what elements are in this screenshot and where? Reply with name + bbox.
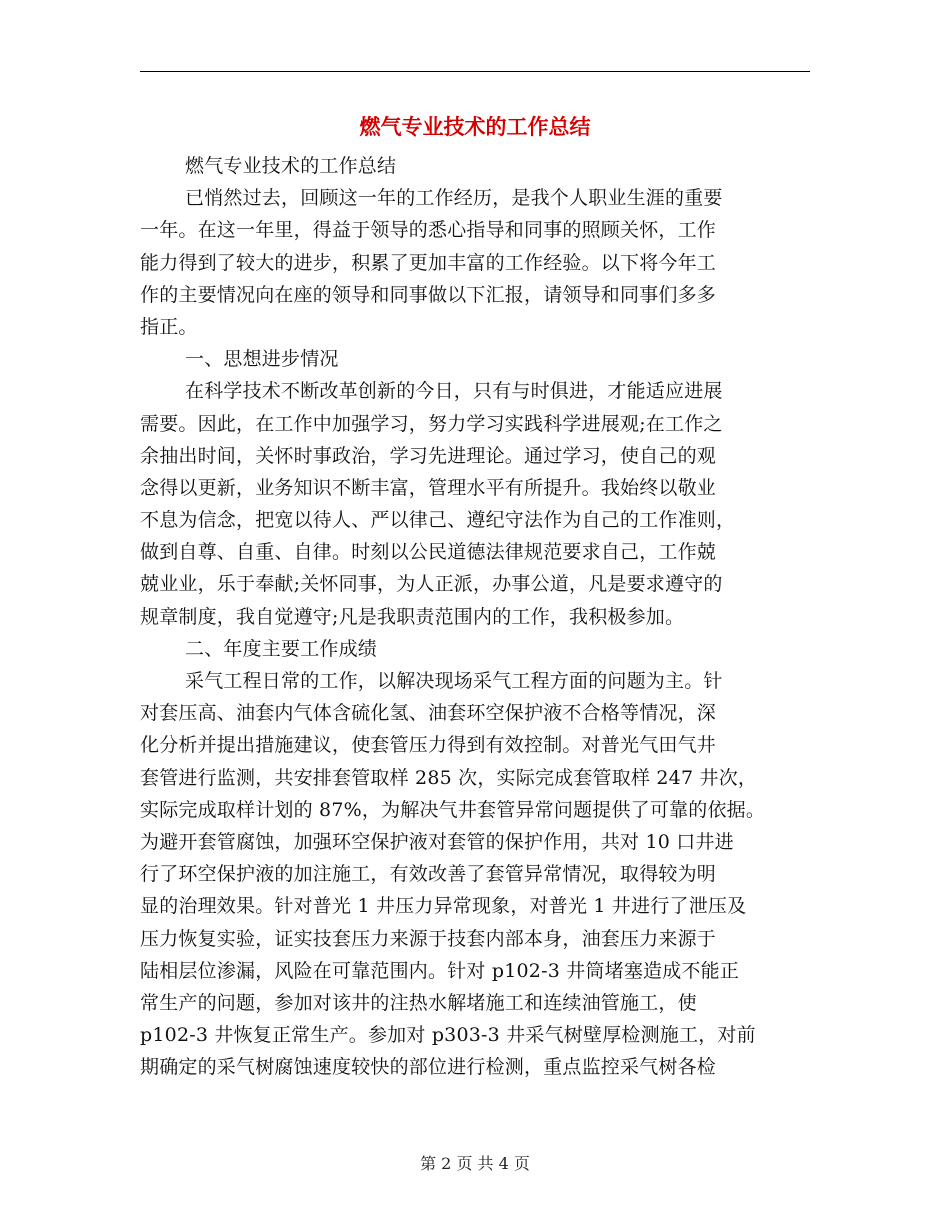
body-line: 实际完成取样计划的 87%，为解决气井套管异常问题提供了可靠的依据。 <box>140 798 766 821</box>
body-line: 兢业业，乐于奉献;关怀同事，为人正派，办事公道，凡是要求遵守的 <box>140 573 723 596</box>
body-line: 做到自尊、自重、自律。时刻以公民道德法律规范要求自己，工作兢 <box>140 541 717 564</box>
document-body <box>140 150 826 1083</box>
body-line: p102-3 井恢复正常生产。参加对 p303-3 井采气树壁厚检测施工，对前 <box>140 1024 756 1047</box>
body-line: 需要。因此，在工作中加强学习，努力学习实践科学进展观;在工作之 <box>140 412 723 435</box>
body-line: 一年。在这一年里，得益于领导的悉心指导和同事的照顾关怀，工作 <box>140 219 717 242</box>
header-rule <box>140 71 810 72</box>
body-line: 套管进行监测，共安排套管取样 285 次，实际完成套管取样 247 井次， <box>140 766 758 789</box>
body-line: 已悄然过去，回顾这一年的工作经历，是我个人职业生涯的重要 <box>185 187 723 210</box>
body-line: 作的主要情况向在座的领导和同事做以下汇报，请领导和同事们多多 <box>140 283 717 306</box>
body-line: 对套压高、油套内气体含硫化氢、油套环空保护液不合格等情况，深 <box>140 702 717 725</box>
body-line: 余抽出时间，关怀时事政治，学习先进理论。通过学习，使自己的观 <box>140 444 717 467</box>
page-number: 第 2 页 共 4 页 <box>420 1154 530 1173</box>
body-line: 采气工程日常的工作，以解决现场采气工程方面的问题为主。针 <box>185 670 723 692</box>
section-heading: 二、年度主要工作成绩 <box>185 637 378 660</box>
body-line: 陆相层位渗漏，风险在可靠范围内。针对 p102-3 井筒堵塞造成不能正 <box>140 959 740 982</box>
body-line: 不息为信念，把宽以待人、严以律己、遵纪守法作为自己的工作准则， <box>140 509 736 532</box>
document-title: 燃气专业技术的工作总结 <box>359 115 591 139</box>
body-line: 化分析并提出措施建议，使套管压力得到有效控制。对普光气田气井 <box>140 734 717 757</box>
body-line: 行了环空保护液的加注施工，有效改善了套管异常情况，取得较为明 <box>140 863 717 886</box>
body-line: 在科学技术不断改革创新的今日，只有与时俱进，才能适应进展 <box>185 380 723 403</box>
section-heading: 一、思想进步情况 <box>185 348 339 371</box>
body-line: 显的治理效果。针对普光 1 井压力异常现象，对普光 1 井进行了泄压及 <box>140 895 747 918</box>
body-line: 指正。 <box>140 315 198 338</box>
body-line: 规章制度，我自觉遵守;凡是我职责范围内的工作，我积极参加。 <box>140 605 685 628</box>
body-line: 能力得到了较大的进步，积累了更加丰富的工作经验。以下将今年工 <box>140 251 717 274</box>
body-line: 为避开套管腐蚀，加强环空保护液对套管的保护作用，共对 10 口井进 <box>140 830 734 853</box>
body-line: 期确定的采气树腐蚀速度较快的部位进行检测，重点监控采气树各检 <box>140 1056 717 1079</box>
body-line: 念得以更新，业务知识不断丰富，管理水平有所提升。我始终以敬业 <box>140 476 717 499</box>
body-line: 燃气专业技术的工作总结 <box>185 155 397 177</box>
body-line: 压力恢复实验，证实技套压力来源于技套内部本身，油套压力来源于 <box>140 927 717 950</box>
body-line: 常生产的问题，参加对该井的注热水解堵施工和连续油管施工，使 <box>140 991 697 1014</box>
